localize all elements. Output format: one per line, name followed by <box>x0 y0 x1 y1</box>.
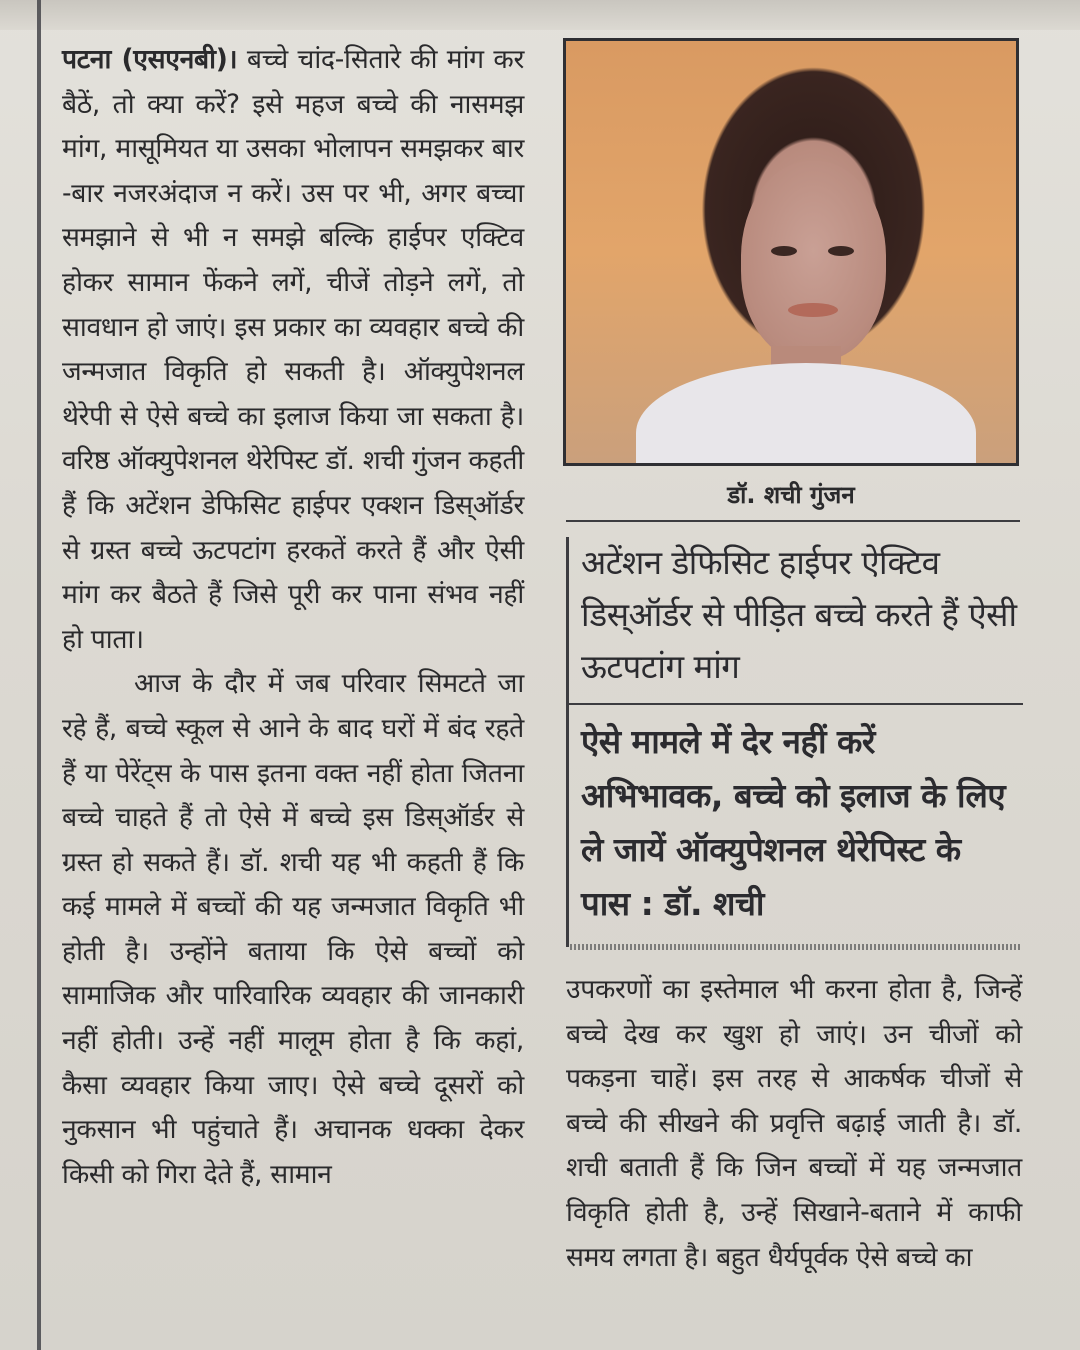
dotted-divider <box>570 944 1022 950</box>
top-edge <box>0 0 1080 30</box>
headline: अटेंशन डेफिसिट हाईपर ऐक्टिव डिस्ऑर्डर से पीड़ित बच्चे करते हैं ऐसी ऊटपटांग मांग <box>581 543 1017 686</box>
article-right-column <box>566 968 1022 1280</box>
face-shape <box>741 161 886 361</box>
caption-rule <box>566 520 1020 522</box>
paragraph-1-text: बच्चे चांद-सितारे की मांग कर बैठें, तो क्या करें? इसे महज बच्चे की नासमझ मांग, मासूमियत या उसका भोलापन समझकर बार -बार नजरअंदाज न करें। उस पर भी, अगर बच्चा समझाने से भी न समझे बल्कि हाईपर एक्टिव होकर सामान फेंकने लगें, चीजें तोड़ने लगें, तो सावधान हो जाएं। इस प्रकार का व्यवहार बच्चे की जन्मजात विकृति हो सकती है। ऑक्युपेशनल थेरेपी से ऐसे बच्चे का इलाज किया जा सकता है। वरिष्ठ ऑक्युपेशनल थेरेपिस्ट डॉ. शची गुंजन कहती हैं कि अटेंशन डेफिसिट हाईपर एक्शन डिस्ऑर्डर से ग्रस्त बच्चे ऊटपटांग हरकतें करते हैं और ऐसी मांग कर बैठते हैं जिसे पूरी कर पाना संभव नहीं हो पाता। <box>62 44 524 655</box>
right-paragraph: उपकरणों का इस्तेमाल भी करना होता है, जिन्हें बच्चे देख कर खुश हो जाएं। उन चीजों को पकड़ना चाहें। इस तरह से आकर्षक चीजों से बच्चे की सीखने की प्रवृत्ति बढ़ाई जाती है। डॉ. शची बताती हैं कि जिन बच्चों में यह जन्मजात विकृति होती है, उन्हें सिखाने-बताने में काफी समय लगता है। बहुत धैर्यपूर्वक ऐसे बच्चे का <box>566 974 1022 1273</box>
article-paragraph-2: आज के दौर में जब परिवार सिमटते जा रहे हैं, बच्चे स्कूल से आने के बाद घरों में बंद रहते हैं या पेरेंट्स के पास इतना वक्त नहीं होता जितना बच्चे चाहते हैं तो ऐसे में बच्चे इस डिस्ऑर्डर से ग्रस्त हो सकते हैं। डॉ. शची यह भी कहती हैं कि कई मामले में बच्चों की यह जन्मजात विकृति भी होती है। उन्होंने बताया कि ऐसे बच्चों को सामाजिक और पारिवारिक व्यवहार की जानकारी नहीं होती। उन्हें नहीं मालूम होता है कि कहां, कैसा व्यवहार किया जाए। ऐसे बच्चे दूसरों को नुकसान भी पहुंचाते हैं। अचानक धक्का देकर किसी को गिरा देते हैं, सामान <box>62 668 524 1190</box>
eye-left <box>771 246 797 256</box>
article-left-column <box>62 38 524 1197</box>
headline-box <box>566 537 1020 947</box>
lips <box>788 303 838 317</box>
dateline: पटना (एसएनबी)। <box>62 44 238 75</box>
column-rule-left <box>37 0 41 1350</box>
shirt-shape <box>636 363 976 466</box>
headline-divider <box>569 703 1023 705</box>
subheadline: ऐसे मामले में देर नहीं करें अभिभावक, बच्चे को इलाज के लिए ले जायें ऑक्युपेशनल थेरेपिस्ट के पास : डॉ. शची <box>581 722 1006 923</box>
photo-caption: डॉ. शची गुंजन <box>727 481 855 509</box>
eye-right <box>828 246 854 256</box>
portrait-photo <box>563 38 1019 466</box>
article-paragraph-1 <box>62 38 524 662</box>
